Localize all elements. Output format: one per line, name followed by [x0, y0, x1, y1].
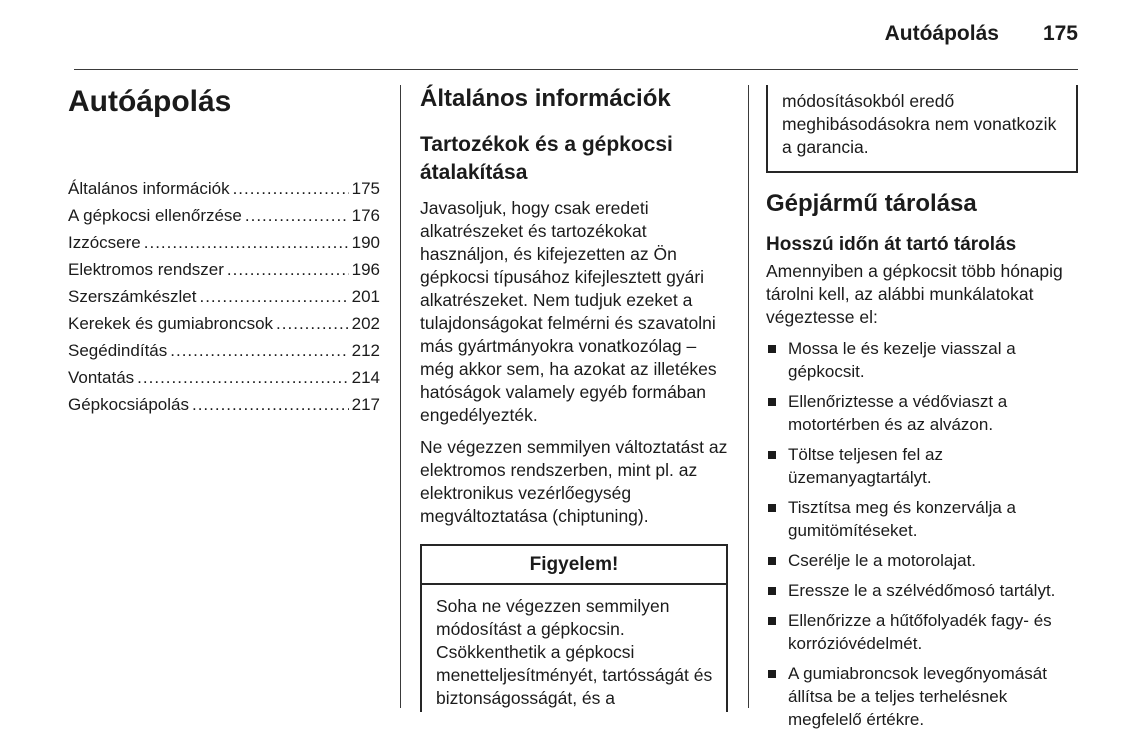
- toc-item-page: 190: [351, 233, 380, 252]
- toc-item-label: Elektromos rendszer: [68, 260, 224, 279]
- header-page-number: 175: [1042, 22, 1078, 45]
- toc-item-page: 212: [351, 341, 380, 360]
- warning-box-body: Soha ne végezzen semmilyen módosítást a gépkocsin. Csökkenthetik a gépkocsi menetteljesítményét, tartósságát és biztonságosságát, és a: [436, 596, 713, 708]
- toc-item-page: 176: [351, 206, 380, 225]
- toc-leader-dots: [276, 310, 349, 337]
- square-bullet-icon: [768, 451, 776, 459]
- list-item: [766, 496, 1078, 542]
- toc-item-label: Vontatás: [68, 368, 135, 387]
- storage-checklist: [766, 337, 1078, 731]
- list-item-text: Ellenőrizze a hűtőfolyadék fagy- és korrózióvédelmét.: [788, 611, 1052, 653]
- list-item-text: A gumiabroncsok levegőnyomását állítsa be a teljes terhelésnek megfelelő értékre.: [788, 664, 1047, 729]
- list-item-text: Ellenőriztesse a védőviaszt a motortérben és az alvázon.: [788, 392, 1008, 434]
- toc-item[interactable]: [68, 391, 380, 418]
- toc-item-label: Gépkocsiápolás: [68, 395, 189, 414]
- toc-item[interactable]: [68, 310, 380, 337]
- toc-item-page: 201: [351, 287, 380, 306]
- toc-item[interactable]: [68, 202, 380, 229]
- toc-item-page: 217: [351, 395, 380, 414]
- table-of-contents: [68, 175, 380, 418]
- chapter-title: Autóápolás: [68, 85, 232, 118]
- list-item-text: Mossa le és kezelje viasszal a gépkocsit.: [788, 339, 1016, 381]
- toc-leader-dots: [192, 391, 349, 418]
- column-divider-left: [400, 85, 401, 708]
- square-bullet-icon: [768, 398, 776, 406]
- subsection-heading: Tartozékok és a gépkocsi átalakítása: [420, 133, 673, 184]
- toc-item[interactable]: [68, 364, 380, 391]
- toc-leader-dots: [245, 202, 349, 229]
- square-bullet-icon: [768, 670, 776, 678]
- storage-column: [766, 85, 1078, 731]
- warning-box: [420, 544, 728, 712]
- square-bullet-icon: [768, 587, 776, 595]
- square-bullet-icon: [768, 557, 776, 565]
- toc-item-label: Általános információk: [68, 179, 230, 198]
- list-item: [766, 549, 1078, 572]
- list-item: [766, 337, 1078, 383]
- body-paragraph: Ne végezzen semmilyen változtatást az elektromos rendszerben, mint pl. az elektronikus vezérlőegység megváltoztatása (chiptuning).: [420, 437, 728, 526]
- list-item: [766, 662, 1078, 731]
- square-bullet-icon: [768, 617, 776, 625]
- list-item-text: Töltse teljesen fel az üzemanyagtartályt.: [788, 445, 943, 487]
- toc-item-label: Izzócsere: [68, 233, 141, 252]
- list-item-text: Tisztítsa meg és konzerválja a gumitömítéseket.: [788, 498, 1017, 540]
- subsection-heading: Hosszú időn át tartó tárolás: [766, 234, 1017, 255]
- list-item: [766, 390, 1078, 436]
- general-info-column: [420, 85, 728, 712]
- section-heading: Általános információk: [420, 85, 671, 112]
- list-item: [766, 609, 1078, 655]
- toc-item-page: 214: [351, 368, 380, 387]
- warning-box-continuation: [766, 85, 1078, 173]
- toc-item-page: 202: [351, 314, 380, 333]
- square-bullet-icon: [768, 345, 776, 353]
- toc-item[interactable]: [68, 337, 380, 364]
- toc-column: [68, 85, 380, 418]
- page-header: [885, 22, 1078, 46]
- toc-leader-dots: [144, 229, 349, 256]
- body-paragraph: Amennyiben a gépkocsit több hónapig tárolni kell, az alábbi munkálatokat végeztesse el:: [766, 261, 1063, 327]
- list-item-text: Cserélje le a motorolajat.: [788, 551, 977, 570]
- list-item-text: Eressze le a szélvédőmosó tartályt.: [788, 581, 1056, 600]
- column-divider-right: [748, 85, 749, 708]
- header-rule: [74, 69, 1078, 70]
- square-bullet-icon: [768, 504, 776, 512]
- toc-item-label: A gépkocsi ellenőrzése: [68, 206, 242, 225]
- toc-item-label: Kerekek és gumiabroncsok: [68, 314, 274, 333]
- list-item: [766, 443, 1078, 489]
- toc-item[interactable]: [68, 283, 380, 310]
- warning-box-continuation-body: módosításokból eredő meghibásodásokra nem vonatkozik a garancia.: [782, 91, 1057, 157]
- toc-item-label: Segédindítás: [68, 341, 168, 360]
- toc-item[interactable]: [68, 229, 380, 256]
- section-heading: Gépjármű tárolása: [766, 190, 977, 217]
- toc-leader-dots: [199, 283, 348, 310]
- toc-leader-dots: [227, 256, 349, 283]
- toc-item-page: 196: [351, 260, 380, 279]
- toc-leader-dots: [170, 337, 348, 364]
- list-item: [766, 579, 1078, 602]
- toc-leader-dots: [233, 175, 349, 202]
- toc-item-page: 175: [351, 179, 380, 198]
- toc-leader-dots: [137, 364, 348, 391]
- header-chapter-title: Autóápolás: [884, 22, 999, 45]
- body-paragraph: Javasoljuk, hogy csak eredeti alkatrészeket és tartozékokat használjon, és kifejezetten az Ön gépkocsi típusához kifejlesztett gyári alkatrészeket. Nem tudjuk ezeket a tulajdonságokat felmérni és szavatolni más gyártmányokra vonatkozólag – még akkor sem, ha azokat az illetékes hatóságok valamely egyéb formában engedélyezték.: [420, 198, 717, 425]
- toc-item[interactable]: [68, 256, 380, 283]
- toc-item-label: Szerszámkészlet: [68, 287, 197, 306]
- toc-item[interactable]: [68, 175, 380, 202]
- warning-box-title: Figyelem!: [422, 546, 726, 585]
